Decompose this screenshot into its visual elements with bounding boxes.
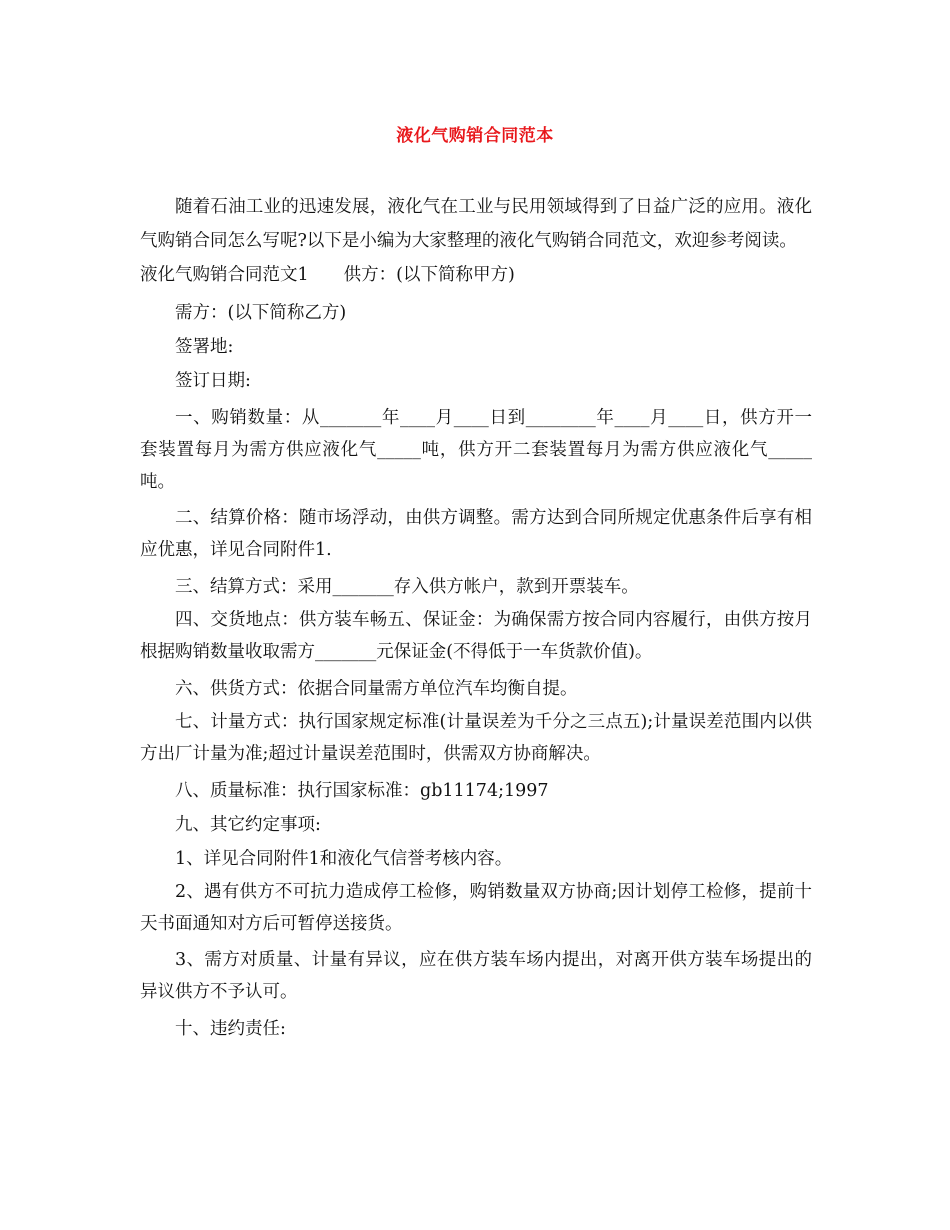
paragraph-item-1: 1、详见合同附件1和液化气信誉考核内容。 [175,849,513,869]
paragraph-clause-7: 七、计量方式：执行国家规定标准(计量误差为千分之三点五);计量误差范围内以供方出厂计量为准;超过计量误差范围时，供需双方协商解决。 [140,712,812,764]
paragraph-sign-place: 签署地: [175,337,234,357]
paragraph-item-3: 3、需方对质量、计量有异议，应在供方装车场内提出，对离开供方装车场提出的异议供方不予认可。 [140,950,812,1002]
paragraph-sign-date: 签订日期: [175,371,251,391]
paragraph-contract-heading: 液化气购销合同范文1 供方：(以下简称甲方) [140,265,515,285]
paragraph-buyer: 需方：(以下简称乙方) [175,303,347,323]
document-body [140,190,812,1046]
paragraph-clause-3: 三、结算方式：采用_______存入供方帐户，款到开票装车。 [175,577,639,597]
paragraph-item-2: 2、遇有供方不可抗力造成停工检修，购销数量双方协商;因计划停工检修，提前十天书面通知对方后可暂停送接货。 [140,882,812,934]
paragraph-clause-6: 六、供货方式：依据合同量需方单位汽车均衡自提。 [175,679,578,699]
document-title: 液化气购销合同范本 [396,126,554,146]
paragraph-clause-9: 九、其它约定事项: [175,815,321,835]
paragraph-intro: 随着石油工业的迅速发展，液化气在工业与民用领域得到了日益广泛的应用。液化气购销合同怎么写呢?以下是小编为大家整理的液化气购销合同范文，欢迎参考阅读。 [140,197,812,251]
paragraph-clause-1: 一、购销数量：从_______年____月____日到________年____月____日，供方开一套装置每月为需方供应液化气_____吨，供方开二套装置每月为需方供应液化气_____吨。 [140,408,812,492]
paragraph-clause-8: 八、质量标准：执行国家标准：gb11174;1997 [175,781,549,801]
paragraph-clause-2: 二、结算价格：随市场浮动，由供方调整。需方达到合同所规定优惠条件后享有相应优惠，详见合同附件1. [140,508,812,560]
paragraph-clause-10: 十、违约责任: [175,1019,286,1039]
paragraph-clause-4-5: 四、交货地点：供方装车畅五、保证金：为确保需方按合同内容履行，由供方按月根据购销数量收取需方_______元保证金(不得低于一车货款价值)。 [140,610,812,662]
